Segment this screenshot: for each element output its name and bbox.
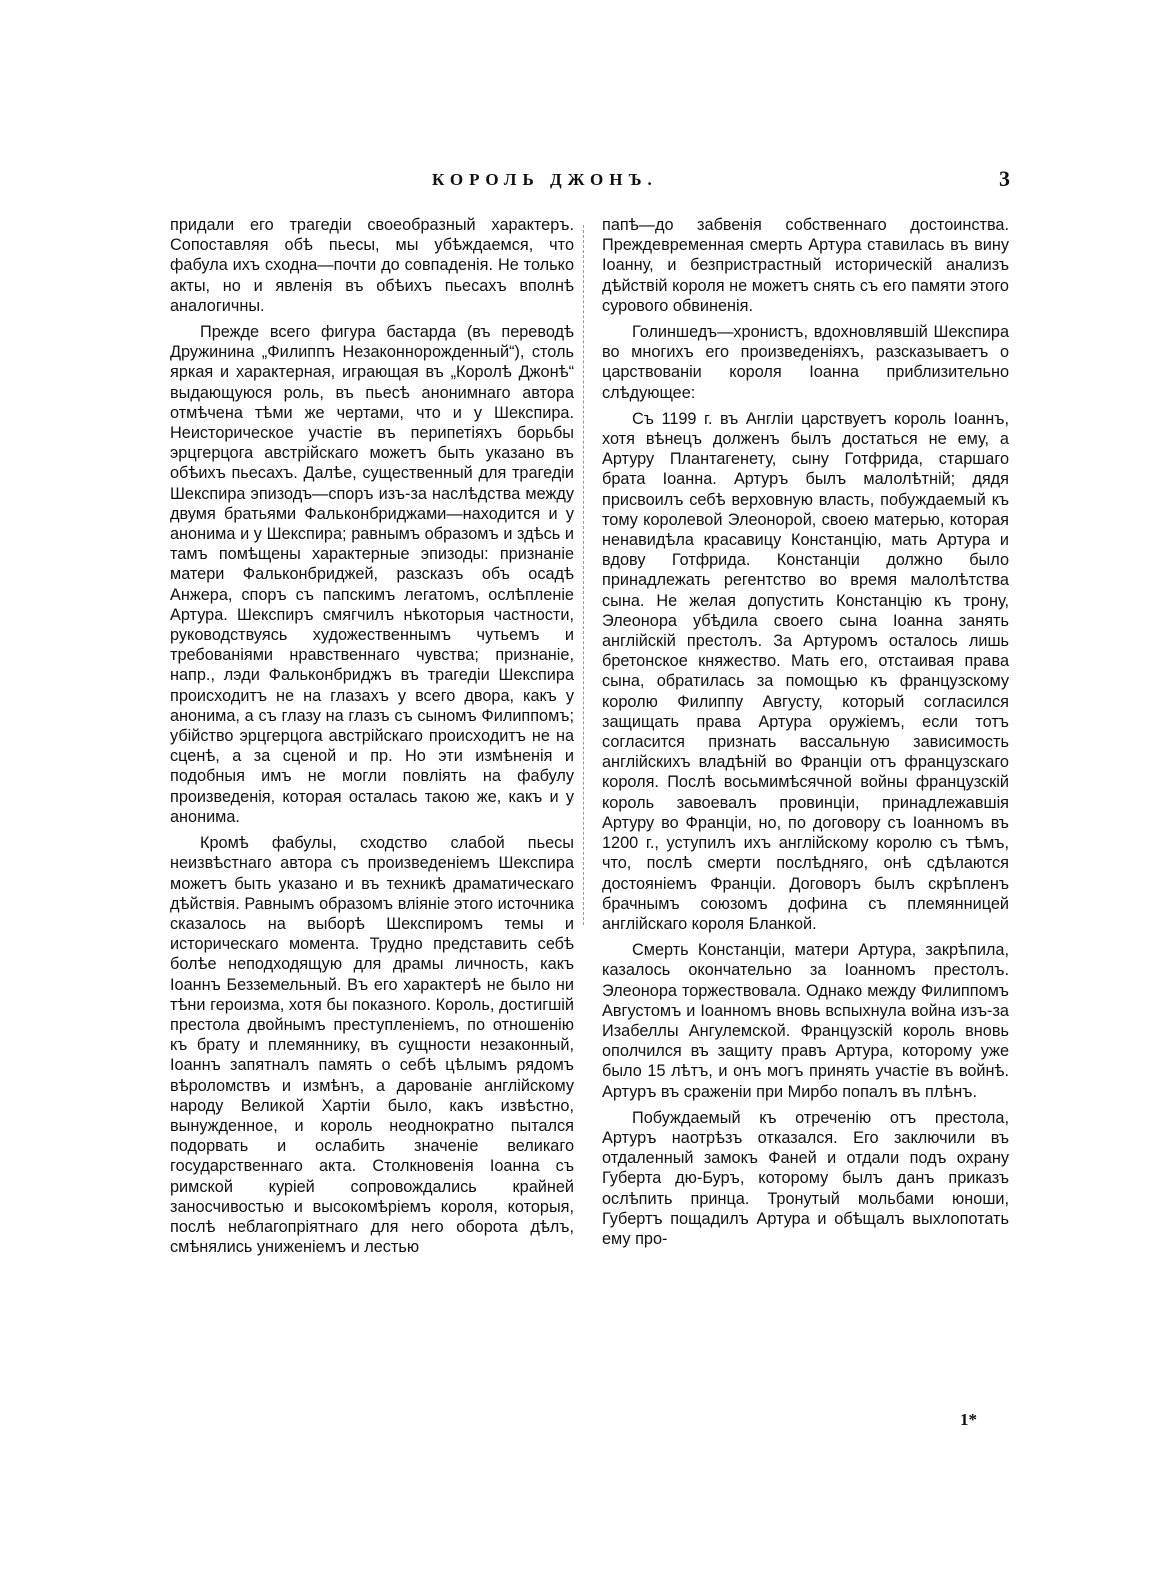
paragraph: Кромѣ фабулы, сходство слабой пьесы неизвѣстнаго автора съ произведеніемъ Шекспира можетъ быть указано и въ техникѣ драматическаго дѣйствія. Равнымъ образомъ вліяніе этого источника сказалось на выборѣ Шекспиромъ темы и историческаго момента. Трудно представить себѣ болѣе неподходящую для драмы личность, какъ Іоаннъ Безземельный. Въ его характерѣ не было ни тѣни героизма, хотя бы показного. Король, достигшій престола двойнымъ преступленіемъ, по отношенію къ брату и племяннику, въ сущности незаконный, Іоаннъ запятналъ память о себѣ цѣлымъ рядомъ вѣроломствъ и измѣнъ, а дарованіе англійскому народу Великой Хартіи было, какъ извѣстно, вынужденное, и король неоднократно пытался подорвать и ослабить значеніе великаго государственнаго акта. Столкновенія Іоанна съ римской куріей сопровождались крайней заносчивостью и высокомѣріемъ короля, которыя, послѣ неблагопріятнаго для него оборота дѣлъ, смѣнялись униженіемъ и лестью bbox=[170, 834, 574, 1257]
text-columns bbox=[170, 215, 1010, 1415]
signature-mark: 1* bbox=[960, 1410, 977, 1429]
paragraph: Съ 1199 г. въ Англіи царствуетъ король Іоаннъ, хотя вѣнецъ долженъ былъ достаться не ему, а Артуру Плантагенету, сыну Готфрида, старшаго брата Іоанна. Артуръ былъ малолѣтній; дядя присвоилъ себѣ верховную власть, побуждаемый къ тому королевой Элеонорой, своею матерью, которая ненавидѣла красавицу Констанцію, мать Артура и вдову Готфрида. Констанціи должно было принадлежать регентство во время малолѣтства сына. Не желая допустить Констанцію къ трону, Элеонора убѣдила своего сына Іоанна занять англійскій престолъ. За Артуромъ осталось лишь бретонское княжество. Мать его, отстаивая права сына, обратилась за помощью къ французскому королю Филиппу Августу, который согласился защищать права Артура оружіемъ, если тотъ согласится признать вассальную зависимость англійскихъ владѣній во Франціи отъ французскаго короля. Послѣ восьмимѣсячной войны французскій король завоевалъ провинціи, принадлежавшія Артуру во Франціи, но, по договору съ Іоанномъ въ 1200 г., уступилъ ихъ англійскому королю съ тѣмъ, что, послѣ смерти послѣдняго, онѣ сдѣлаются достояніемъ Франціи. Договоръ былъ скрѣпленъ брачнымъ союзомъ дофина съ племянницей англійскаго короля Бланкой. bbox=[602, 409, 1009, 933]
paragraph: Голиншедъ—хронистъ, вдохновлявшій Шекспира во многихъ его произведеніяхъ, разсказываетъ о царствованіи короля Іоанна приблизительно слѣдующее: bbox=[602, 323, 1009, 402]
right-column bbox=[602, 215, 1009, 1255]
running-title: КОРОЛЬ ДЖОНЪ. bbox=[432, 170, 658, 189]
paragraph: Прежде всего фигура бастарда (въ переводѣ Дружинина „Филиппъ Незаконнорожденный“), столь яркая и характерная, играющая въ „Королѣ Джонѣ“ выдающуюся роль, въ пьесѣ анонимнаго автора отмѣчена тѣми же чертами, что и у Шекспира. Неисторическое участіе въ перипетіяхъ борьбы эрцгерцога австрійскаго можетъ быть указано въ обѣихъ пьесахъ. Далѣе, существенный для трагедіи Шекспира эпизодъ—споръ изъ-за наслѣдства между двумя братьями Фальконбриджами—находится и у анонима и у Шекспира; равнымъ образомъ и здѣсь и тамъ помѣщены характерные эпизоды: признаніе матери Фальконбриджей, разсказъ объ осадѣ Анжера, споръ съ папскимъ легатомъ, ослѣпленіе Артура. Шекспиръ смягчилъ нѣкоторыя частности, руководствуясь художественнымъ чутьемъ и требованіями нравственнаго чувства; признаніе, напр., лэди Фальконбриджъ въ трагедіи Шекспира происходитъ не на глазахъ у всего двора, какъ у анонима, а съ глазу на глазъ съ сыномъ Филиппомъ; убійство эрцгерцога австрійскаго происходитъ не на сценѣ, а за сценой и пр. Но эти измѣненія и подобныя имъ не могли повліять на фабулу произведенія, которая осталась такою же, какъ и у анонима. bbox=[170, 323, 574, 826]
paragraph: Побуждаемый къ отреченію отъ престола, Артуръ наотрѣзъ отказался. Его заключили въ отдаленный замокъ Фаней и отдали подъ охрану Губерта дю-Буръ, которому былъ данъ приказъ ослѣпить принца. Тронутый мольбами юноши, Губертъ пощадилъ Артура и обѣщалъ выхлопотать ему про- bbox=[602, 1108, 1009, 1248]
column-divider bbox=[583, 225, 584, 925]
left-column bbox=[170, 215, 574, 1263]
paragraph: придали его трагедіи своеобразный характеръ. Сопоставляя обѣ пьесы, мы убѣждаемся, что фабула ихъ сходна—почти до совпаденія. Не только акты, но и явленія въ обѣихъ пьесахъ вполнѣ аналогичны. bbox=[170, 216, 574, 315]
page-header bbox=[170, 166, 1010, 200]
paragraph: папѣ—до забвенія собственнаго достоинства. Преждевременная смерть Артура ставилась въ вину Іоанну, и безпристрастный историческій анализъ дѣйствій короля не можетъ снять съ его памяти этого сурового обвиненія. bbox=[602, 216, 1009, 315]
paragraph: Смерть Констанціи, матери Артура, закрѣпила, казалось окончательно за Іоанномъ престолъ. Элеонора торжествовала. Однако между Филиппомъ Августомъ и Іоанномъ вновь вспыхнула война изъ-за Изабеллы Ангулемской. Французскій король вновь ополчился въ защиту правъ Артура, которому уже было 15 лѣтъ, и онъ могъ принять участіе въ войнѣ. Артуръ въ сраженіи при Мирбо попалъ въ плѣнъ. bbox=[602, 941, 1009, 1101]
page-number: 3 bbox=[999, 166, 1010, 191]
